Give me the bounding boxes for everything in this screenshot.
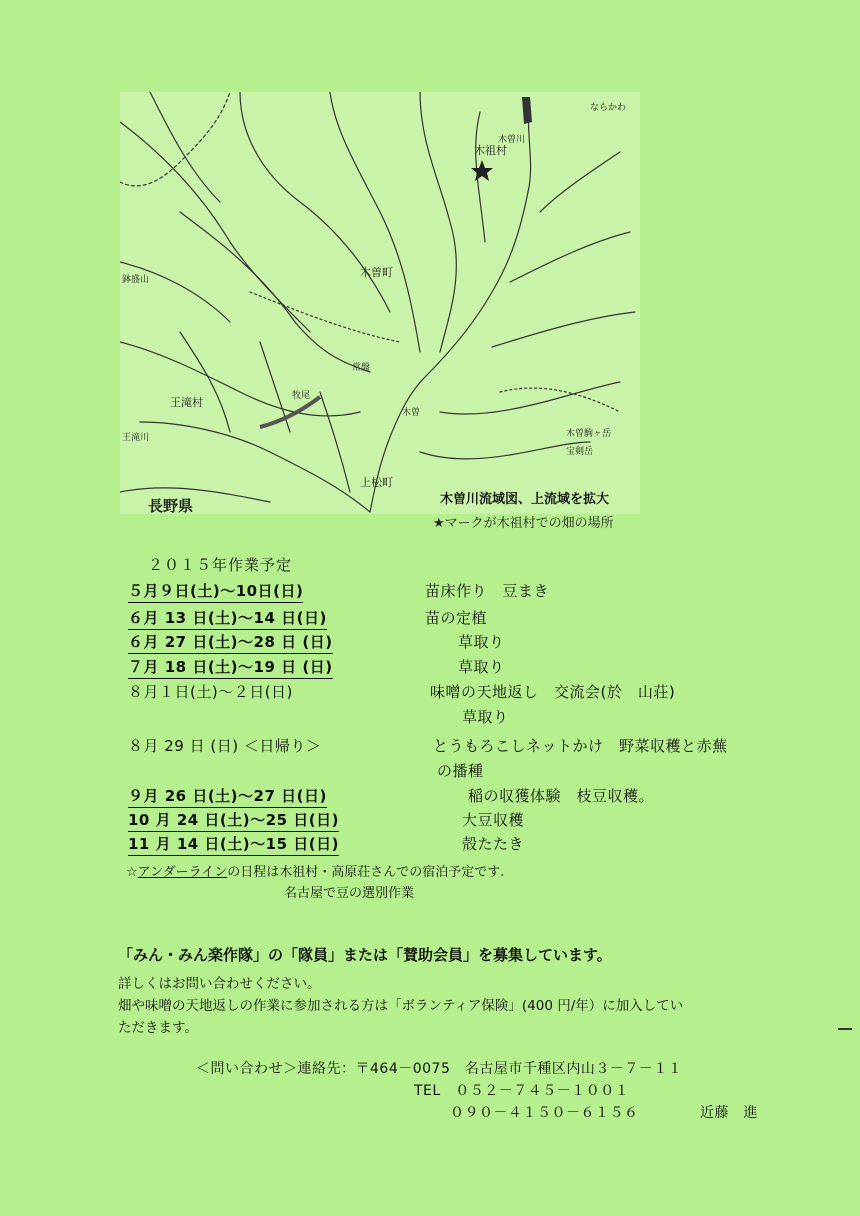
schedule-task: 大豆収穫 [462,811,525,829]
contact-mobile: ０９０－４１５０－６１５６ [450,1105,639,1121]
schedule-row [0,785,860,811]
contact-tel: TEL ０５２－７４５－１００１ [414,1083,630,1099]
schedule-row [0,735,860,761]
schedule-row [0,607,860,633]
schedule-task: とうもろこしネットかけ 野菜収穫と赤蕪 [433,737,728,755]
map-label-otaki-village: 王滝村 [170,396,203,409]
schedule-row [0,631,860,657]
map-label-otaki-river: 王滝川 [122,433,150,443]
schedule-row [0,833,860,859]
map-label-tokiwa: 常盤 [352,363,371,373]
schedule-date: ５月９日(土)～10日(日) [128,580,303,603]
schedule-task: 稲の収獲体験 枝豆収穫。 [468,787,655,805]
contact-address: ＜問い合わせ＞連絡先：〒464－0075 名古屋市千種区内山３－７－１１ [196,1061,683,1077]
schedule-date: ６月 27 日(土)～28 日 (日) [128,631,333,654]
map-caption-title: 木曽川流域図、上流域を拡大 [440,492,610,507]
schedule-date: ８月１日(土)～２日(日) [128,683,293,701]
schedule-date: ７月 18 日(土)～19 日 (日) [128,656,333,679]
river-map-drawing [120,92,640,514]
schedule-task: 味噌の天地返し 交流会(於 山荘) [430,683,676,701]
schedule-date: 10 月 24 日(土)～25 日(日) [128,809,339,832]
schedule-row [0,656,860,682]
schedule-note [126,861,504,880]
schedule-row [0,809,860,835]
map-label-agematsu: 上松町 [360,476,393,489]
map-label-hokengatake: 宝剣岳 [566,447,594,457]
schedule-row [0,681,860,707]
map-label-sengamine: 鉢盛山 [122,275,150,285]
map-label-makio: 牧尾 [292,391,311,401]
schedule-task: 草取り [458,658,505,676]
schedule-date: ６月 13 日(土)～14 日(日) [128,607,327,630]
schedule-date: 11 月 14 日(土)～15 日(日) [128,833,339,856]
map-label-narai: ならかわ [590,103,627,113]
schedule-date: ８月 29 日 (日) ＜日帰り＞ [128,737,322,755]
schedule-row-continued [0,760,860,786]
map-label-kisogawa: 木曽川 [498,135,526,145]
map-caption: ★マークが木祖村での畑の場所 [433,516,614,531]
map-label-kiso-town: 木曽町 [360,266,393,279]
recruit-headline: 「みん・みん楽作隊」の「隊員」または「賛助会員」を募集しています。 [118,946,612,964]
schedule-task: 苗の定植 [425,609,488,627]
schedule-task-continued: の播種 [437,762,484,780]
recruit-line-2: 畑や味噌の天地返しの作業に参加される方は「ボランティア保険」(400 円/年）に加入してい [118,998,684,1014]
schedule-task: 草取り [458,633,505,651]
recruit-line-3: ただきます。 [118,1020,198,1036]
river-map [120,92,640,514]
schedule-task: 殻たたき [462,835,525,853]
schedule-task-continued: 草取り [462,708,509,726]
schedule-date: ９月 26 日(土)～27 日(日) [128,785,327,808]
edge-mark [838,1028,852,1030]
schedule-row [0,580,860,606]
map-label-nagano: 長野県 [148,497,194,515]
map-label-kisokoma: 木曽駒ヶ岳 [566,429,612,439]
star-icon: ☆ [126,865,138,880]
schedule-row-continued [0,706,860,732]
schedule-title: ２０１５年作業予定 [148,556,293,574]
schedule-note-2: 名古屋で豆の選別作業 [284,886,415,901]
map-label-kiso: 木曽 [402,408,421,418]
contact-name: 近藤 進 [700,1105,758,1121]
note-text: の日程は木祖村・高原荘さんでの宿泊予定です. [227,865,505,880]
recruit-line-1: 詳しくはお問い合わせください。 [118,976,321,992]
underline-word: アンダーライン [137,865,228,880]
schedule-task: 苗床作り 豆まき [425,582,550,600]
map-label-kiso-village: 木祖村 [474,144,507,157]
